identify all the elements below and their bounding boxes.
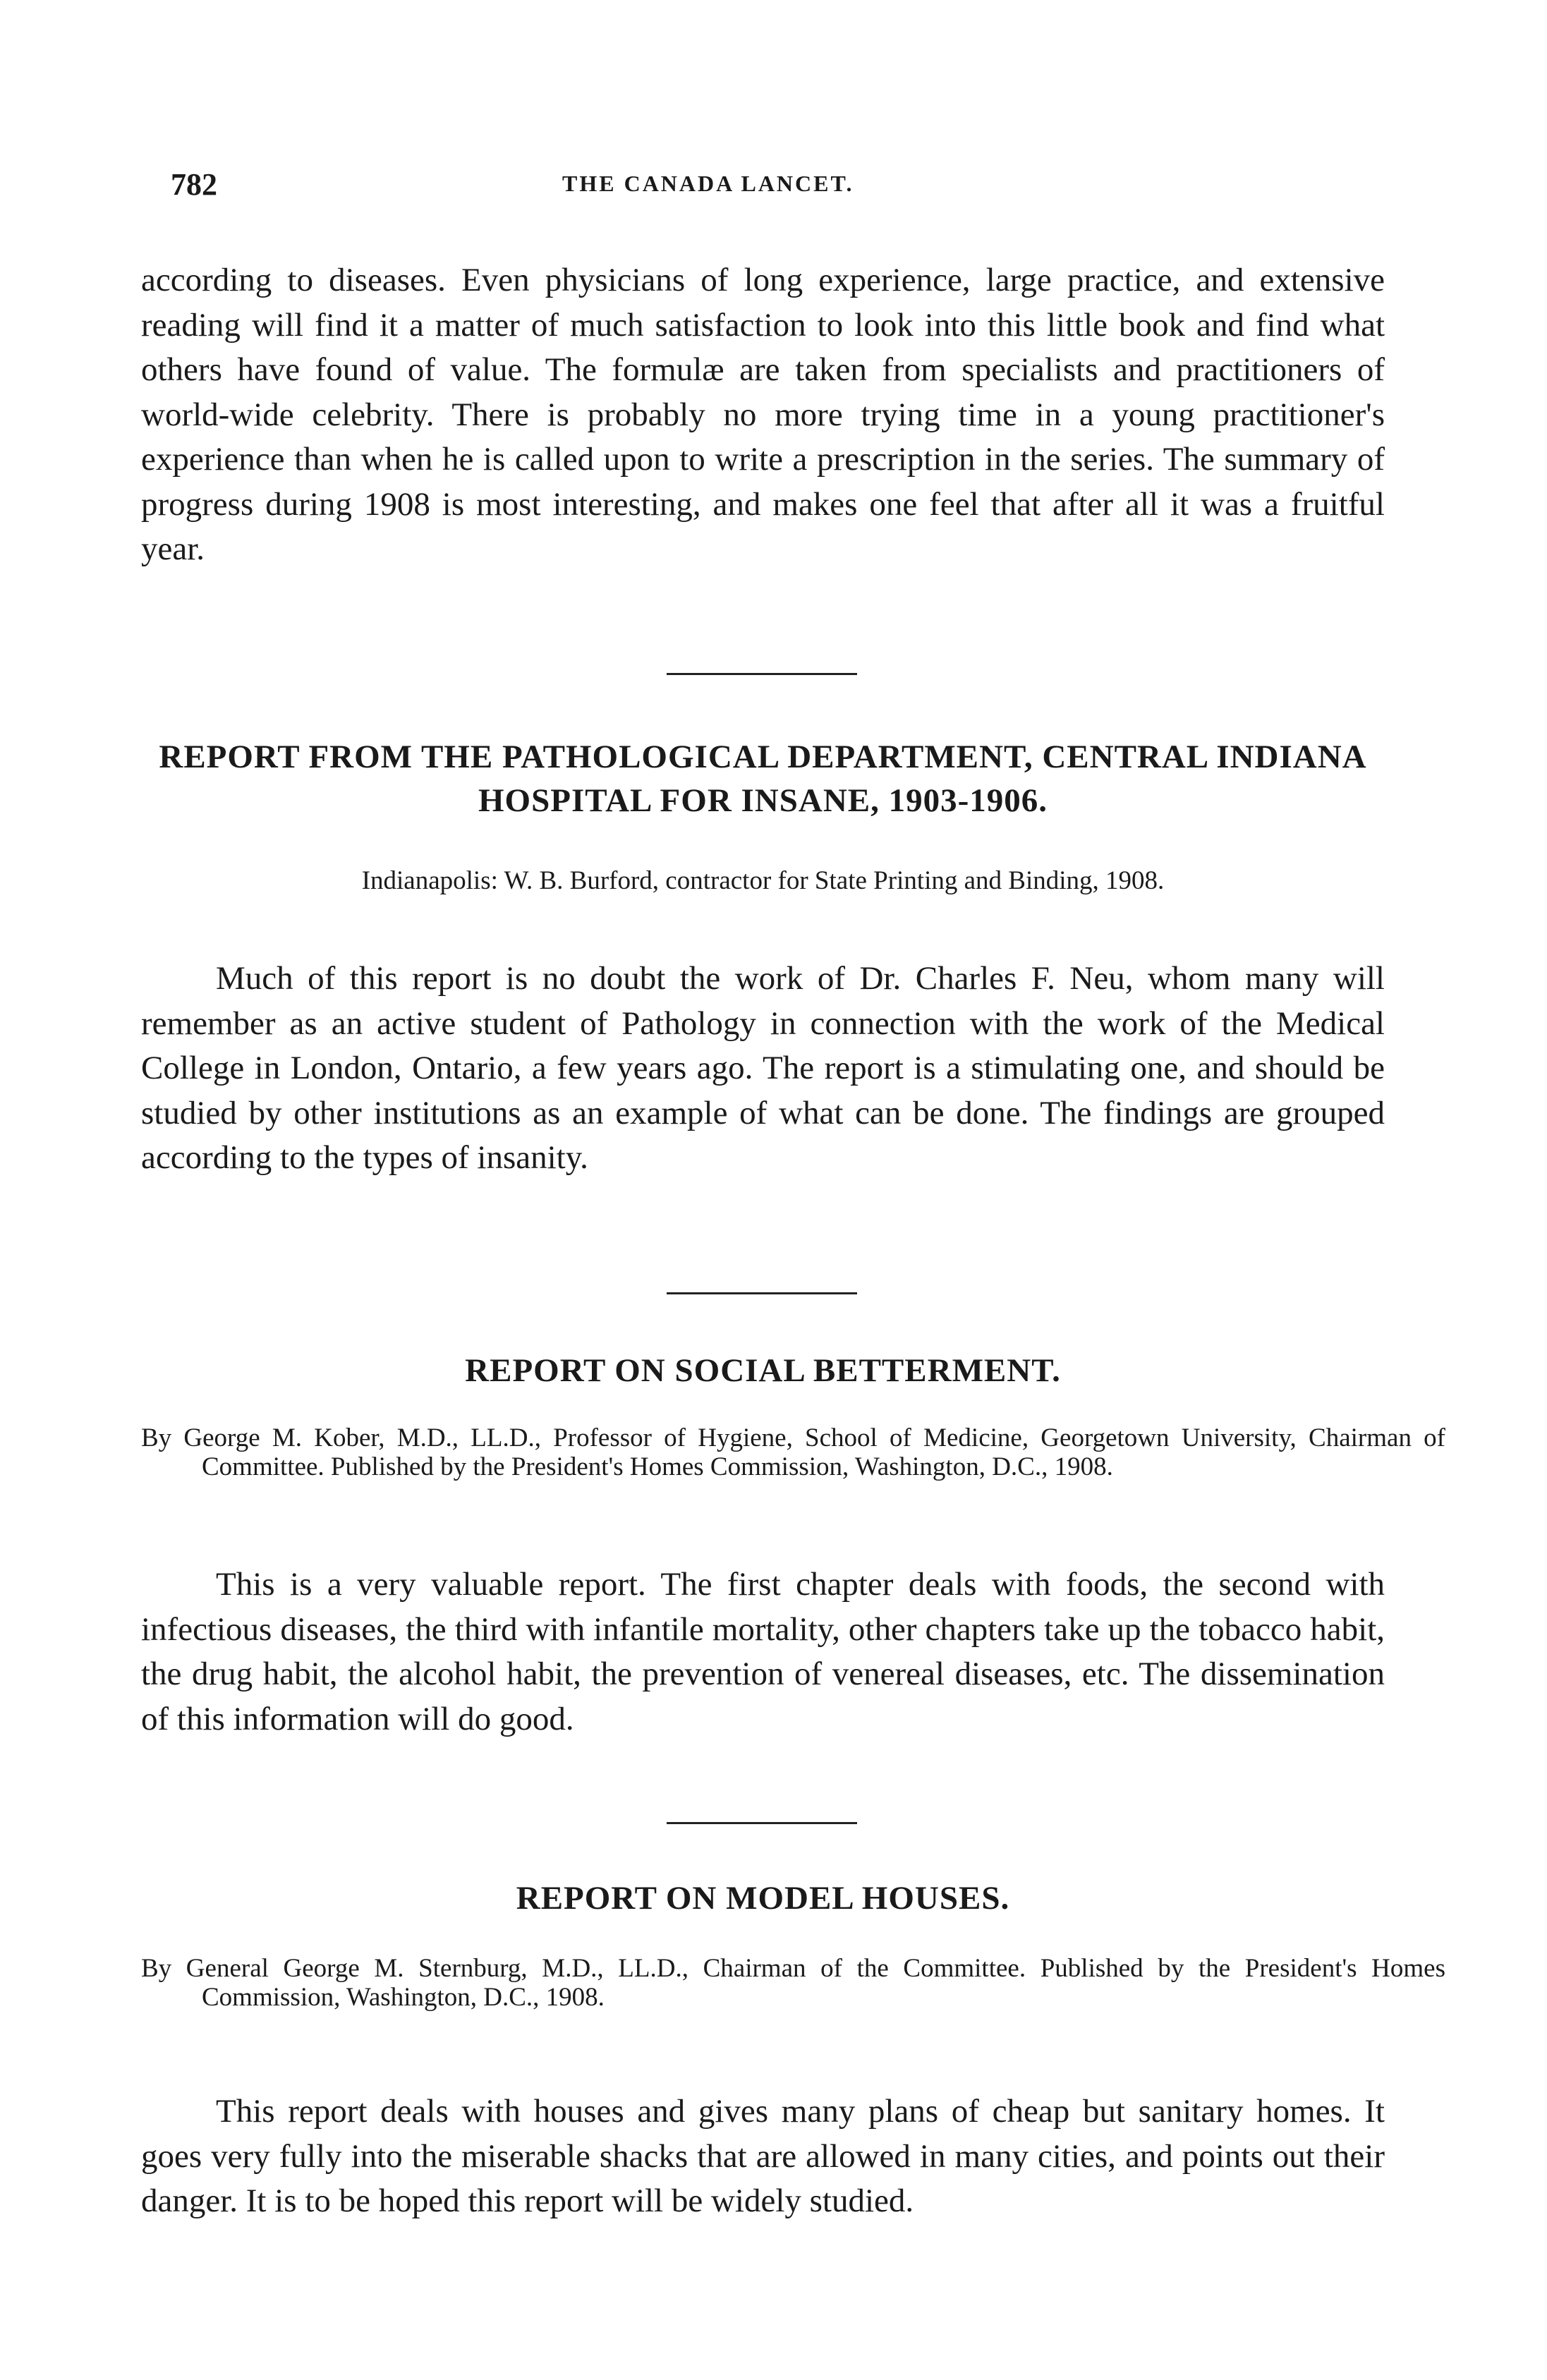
citation-pathological-report: Indianapolis: W. B. Burford, contractor for State Printing and Binding, 1908. [361,866,1165,895]
section-divider [667,673,857,675]
page-number: 782 [171,167,217,202]
section-title-model-houses: REPORT ON MODEL HOUSES. [516,1880,1010,1917]
page-header [171,166,1384,209]
intro-paragraph: according to diseases. Even physicians of long experience, large practice, and extensive reading will find it a matter of much satisfaction to look into this little book and find what others have found of value. The formulæ are taken from specialists and practitioners of world-wide celebrity. There is probably no more trying time in a young practitioner's experience than when he is called upon to write a prescription in the series. The summary of progress during 1908 is most interesting, and makes one feel that after all it was a fruitful year. [141,262,1385,567]
body-pathological-report: Much of this report is no doubt the work of Dr. Charles F. Neu, whom many will remember as an active student of Pathology in connection with the work of the Medical College in London, Ontario, a few years ago. The report is a stimulating one, and should be studied by other institutions as an example of what can be done. The findings are grouped according to the types of insanity. [141,960,1385,1176]
citation-model-houses: By General George M. Sternburg, M.D., LL.D., Chairman of the Committee. Published by the President's Homes Commission, Washington, D.C., 1908. [141,1954,1445,2012]
section-divider [667,1822,857,1824]
running-head: THE CANADA LANCET. [562,171,854,196]
citation-social-betterment: By George M. Kober, M.D., LL.D., Professor of Hygiene, School of Medicine, Georgetown University, Chairman of Committee. Published by the President's Homes Commission, Washington, D.C., 1908. [141,1423,1445,1481]
body-social-betterment: This is a very valuable report. The first chapter deals with foods, the second with infectious diseases, the third with infantile mortality, other chapters take up the tobacco habit, the drug habit, the alcohol habit, the prevention of venereal diseases, etc. The dissemination of this information will do good. [141,1566,1385,1737]
section-title-pathological-report: REPORT FROM THE PATHOLOGICAL DEPARTMENT, CENTRAL INDIANA HOSPITAL FOR INSANE, 1903-1906. [159,739,1367,819]
section-title-social-betterment: REPORT ON SOCIAL BETTERMENT. [465,1352,1061,1389]
body-model-houses: This report deals with houses and gives many plans of cheap but sanitary homes. It goes very fully into the miserable shacks that are allowed in many cities, and points out their danger. It is to be hoped this report will be widely studied. [141,2093,1385,2219]
section-divider [667,1292,857,1294]
